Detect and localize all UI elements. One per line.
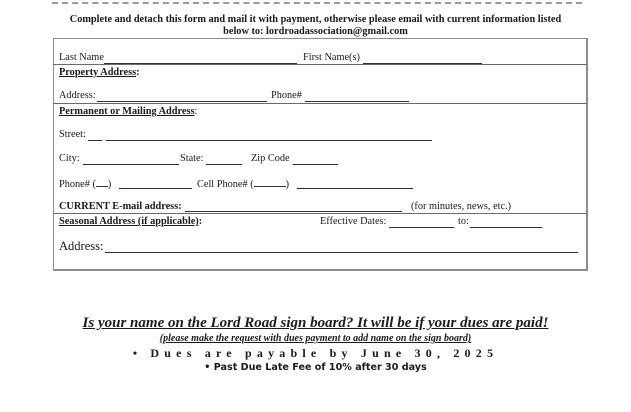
instructions-line-1: Complete and detach this form and mail it with payment, otherwise please email with current information listed <box>69 14 562 25</box>
mailing-phone-field[interactable] <box>119 188 192 189</box>
row-divider <box>53 64 587 65</box>
detach-dashed-line <box>52 2 582 4</box>
seasonal-address-label: Address: <box>59 239 104 253</box>
street-label: Street: <box>59 129 86 140</box>
mailing-phone-label: Phone# ( ) <box>59 179 112 190</box>
street-field[interactable] <box>106 140 432 141</box>
email-note: (for minutes, news, etc.) <box>411 201 512 212</box>
effective-dates-label: Effective Dates: <box>320 216 387 227</box>
zip-code-field[interactable] <box>293 164 338 165</box>
row-divider <box>53 213 587 214</box>
property-address-field[interactable] <box>97 101 267 102</box>
late-fee-notice: • Past Due Late Fee of 10% after 30 days <box>204 362 427 373</box>
city-field[interactable] <box>83 164 179 165</box>
property-phone-label: Phone# <box>271 90 302 101</box>
effective-to-field[interactable] <box>470 227 542 228</box>
city-label: City: <box>59 153 80 164</box>
sign-board-notice: Is your name on the Lord Road sign board? It will be if your dues are paid! <box>82 315 549 331</box>
sign-board-note: (please make the request with dues payment to add name on the sign board) <box>159 333 472 344</box>
last-name-label: Last Name <box>59 52 104 63</box>
email-label: CURRENT E-mail address: <box>59 201 182 212</box>
property-address-heading: Property Address: <box>59 67 140 78</box>
street-number-field[interactable] <box>88 140 102 141</box>
dues-deadline: • Dues are payable by June 30, 2025 <box>132 346 499 360</box>
property-address-label: Address: <box>59 90 96 101</box>
seasonal-address-field[interactable] <box>105 252 578 253</box>
email-field[interactable] <box>185 211 402 212</box>
cell-phone-label: Cell Phone# ( ) <box>197 179 290 190</box>
effective-from-field[interactable] <box>389 227 454 228</box>
property-phone-field[interactable] <box>305 101 409 102</box>
mailing-address-heading: Permanent or Mailing Address: <box>59 106 198 117</box>
row-divider <box>53 103 587 104</box>
seasonal-address-heading: Seasonal Address (if applicable): <box>59 216 203 227</box>
instructions-line-2: below to: lordroadassociation@gmail.com <box>223 26 408 37</box>
cell-phone-field[interactable] <box>297 188 413 189</box>
state-field[interactable] <box>206 164 242 165</box>
first-name-label: First Name(s) <box>303 52 360 63</box>
state-label: State: <box>180 153 204 164</box>
effective-to-label: to: <box>458 216 469 227</box>
zip-code-label: Zip Code <box>251 153 290 164</box>
